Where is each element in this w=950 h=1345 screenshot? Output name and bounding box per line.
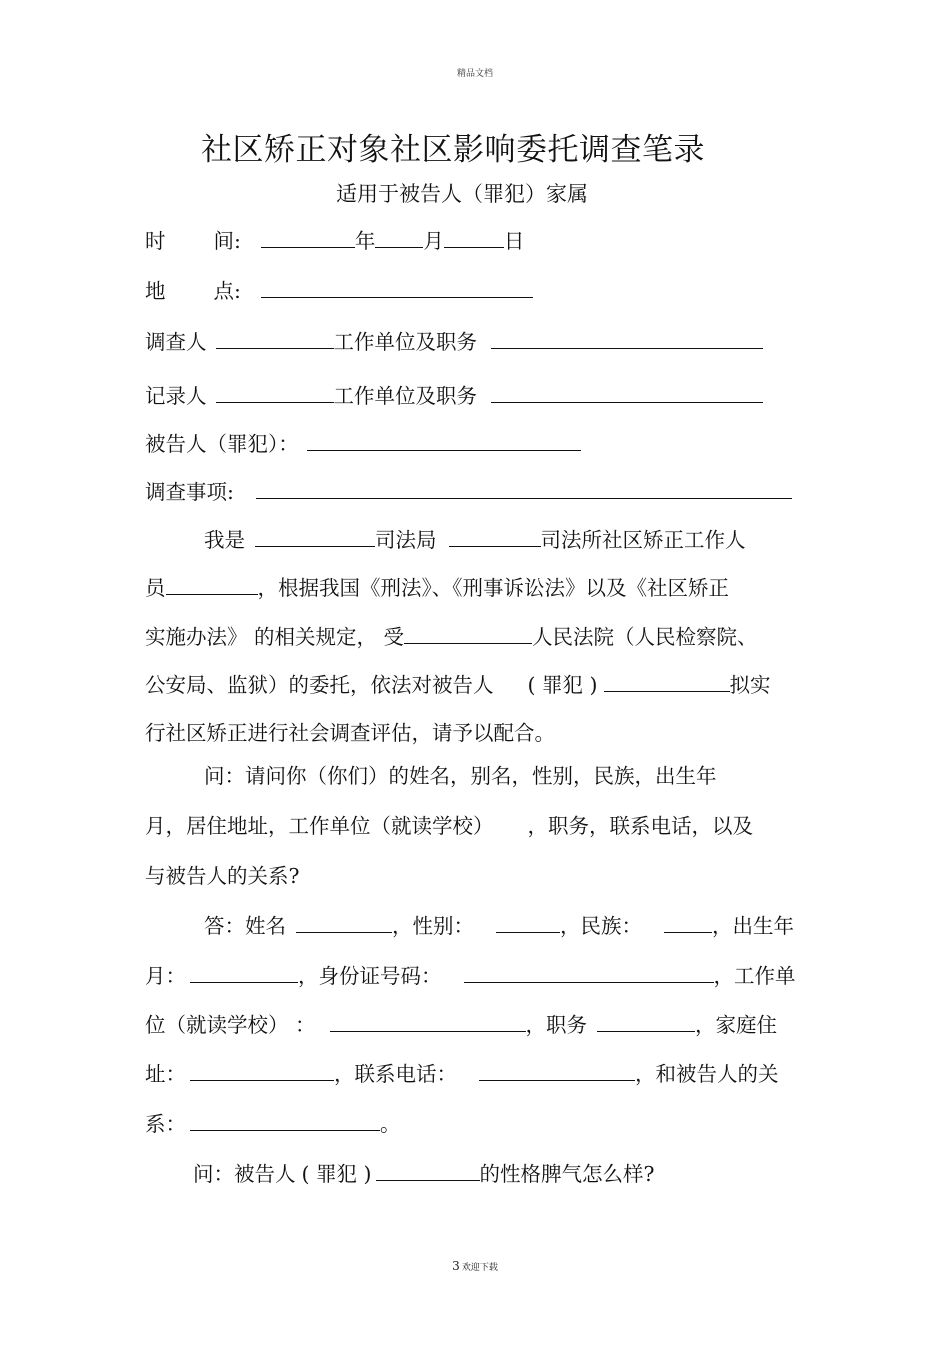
id-number-blank[interactable] [464,981,714,983]
home-address-blank[interactable] [190,1079,334,1081]
justice-office-blank[interactable] [449,545,541,547]
school-blank[interactable] [330,1030,526,1032]
intro-line-1 [204,530,746,551]
document-title: 社区矫正对象社区影响委托调查笔录 [201,132,705,168]
court-blank[interactable] [404,642,532,644]
intro-text: ，根据我国《刑法》、《刑事诉讼法》以及《社区矫正 [257,576,729,600]
defendant-name-blank-2[interactable] [376,1179,480,1181]
place-label-2: 点: [213,279,241,303]
defendant-row [145,434,581,455]
answer-text: 系： [145,1112,186,1136]
answer-text: ，性别： [392,914,474,938]
question-2-line [193,1164,655,1185]
work-unit-label-2: 工作单位及职务 [333,384,477,408]
recorder-row [145,386,763,407]
intro-text: 实施办法》 的相关规定， 受 [145,625,405,649]
intro-text: ( 罪犯 ) [527,673,598,697]
document-subtitle: 适用于被告人（罪犯）家属 [336,182,588,206]
answer-text: ，工作单 [713,964,796,988]
intro-line-4 [145,675,771,696]
intro-line-5: 行社区矫正进行社会调查评估，请予以配合。 [145,721,555,745]
place-label-1: 地 [145,279,166,303]
answer-text: 月： [145,964,186,988]
investigator-row [145,332,763,353]
intro-line-3 [145,627,758,648]
month-label: 月 [423,229,444,253]
place-blank[interactable] [261,296,533,298]
investigator-unit-blank[interactable] [491,347,763,349]
answer-text: ，和被告人的关 [635,1062,779,1086]
intro-text: 公安局、监狱）的委托，依法对被告人 [145,673,494,697]
day-blank[interactable] [444,246,504,248]
matter-row [145,482,792,503]
worker-name-blank[interactable] [166,593,258,595]
question-1-line-3: 与被告人的关系? [145,864,300,888]
time-label-1: 时 [145,229,166,253]
answer-text: 址： [145,1062,186,1086]
answer-1-line-4 [145,1064,779,1085]
matter-blank[interactable] [256,497,792,499]
answer-text: ，职务 [525,1013,588,1037]
year-label: 年 [354,229,376,253]
intro-line-2 [145,578,729,599]
time-row [145,231,524,252]
work-unit-label-1: 工作单位及职务 [333,330,477,354]
question-text: ，职务，联系电话，以及 [527,814,753,838]
page-number: 3 [452,1259,460,1273]
question-text: 的性格脾气怎么样? [479,1162,655,1186]
question-text: 月，居住地址，工作单位（就读学校） [145,814,494,838]
defendant-blank[interactable] [307,449,581,451]
answer-text: 。 [380,1112,401,1136]
month-blank[interactable] [375,246,423,248]
matter-label: 调查事项: [145,480,234,504]
year-blank[interactable] [261,246,355,248]
birth-date-blank[interactable] [190,981,298,983]
day-label: 日 [503,229,525,253]
answer-1-line-5 [145,1114,401,1135]
answer-1-line-2 [145,966,796,987]
intro-text: 人民法院（人民检察院、 [532,625,758,649]
investigator-blank[interactable] [216,347,334,349]
recorder-label: 记录人 [145,384,207,408]
defendant-label: 被告人（罪犯）： [145,432,299,456]
question-text: 问：被告人 [193,1162,296,1186]
page-footer [0,1259,950,1273]
gender-blank[interactable] [496,931,560,933]
justice-bureau-blank[interactable] [255,545,375,547]
recorder-unit-blank[interactable] [491,401,763,403]
answer-text: 答：姓名 [204,914,286,938]
question-1-line-2 [145,816,753,837]
position-blank[interactable] [597,1030,695,1032]
intro-text: 我是 [204,528,245,552]
investigator-label: 调查人 [145,330,207,354]
recorder-blank[interactable] [216,401,334,403]
answer-text: ，身份证号码： [298,964,442,988]
relationship-blank[interactable] [190,1129,380,1131]
header-note: 精品文档 [456,69,493,79]
answer-text: ，出生年 [712,914,794,938]
intro-text: 拟实 [729,673,771,697]
answer-text: ，联系电话： [334,1062,457,1086]
answer-text: ，家庭住 [695,1013,778,1037]
intro-text: 员 [145,576,166,600]
answer-1-line-3 [145,1015,777,1036]
phone-blank[interactable] [479,1079,635,1081]
time-label-2: 间: [213,229,241,253]
question-1-line-1: 问：请问你（你们）的姓名，别名，性别，民族，出生年 [204,764,717,788]
answer-text: ，民族： [560,914,642,938]
question-text: ( 罪犯 ) [301,1162,372,1186]
footer-text: 欢迎下载 [461,1263,498,1273]
name-blank[interactable] [296,931,392,933]
ethnicity-blank[interactable] [664,931,712,933]
answer-1-line-1 [204,916,794,937]
defendant-name-blank[interactable] [604,690,730,692]
place-row [145,281,533,302]
intro-text: 司法局 [375,528,437,552]
intro-text: 司法所社区矫正工作人 [540,528,746,552]
answer-text: 位（就读学校） ： [145,1013,316,1037]
